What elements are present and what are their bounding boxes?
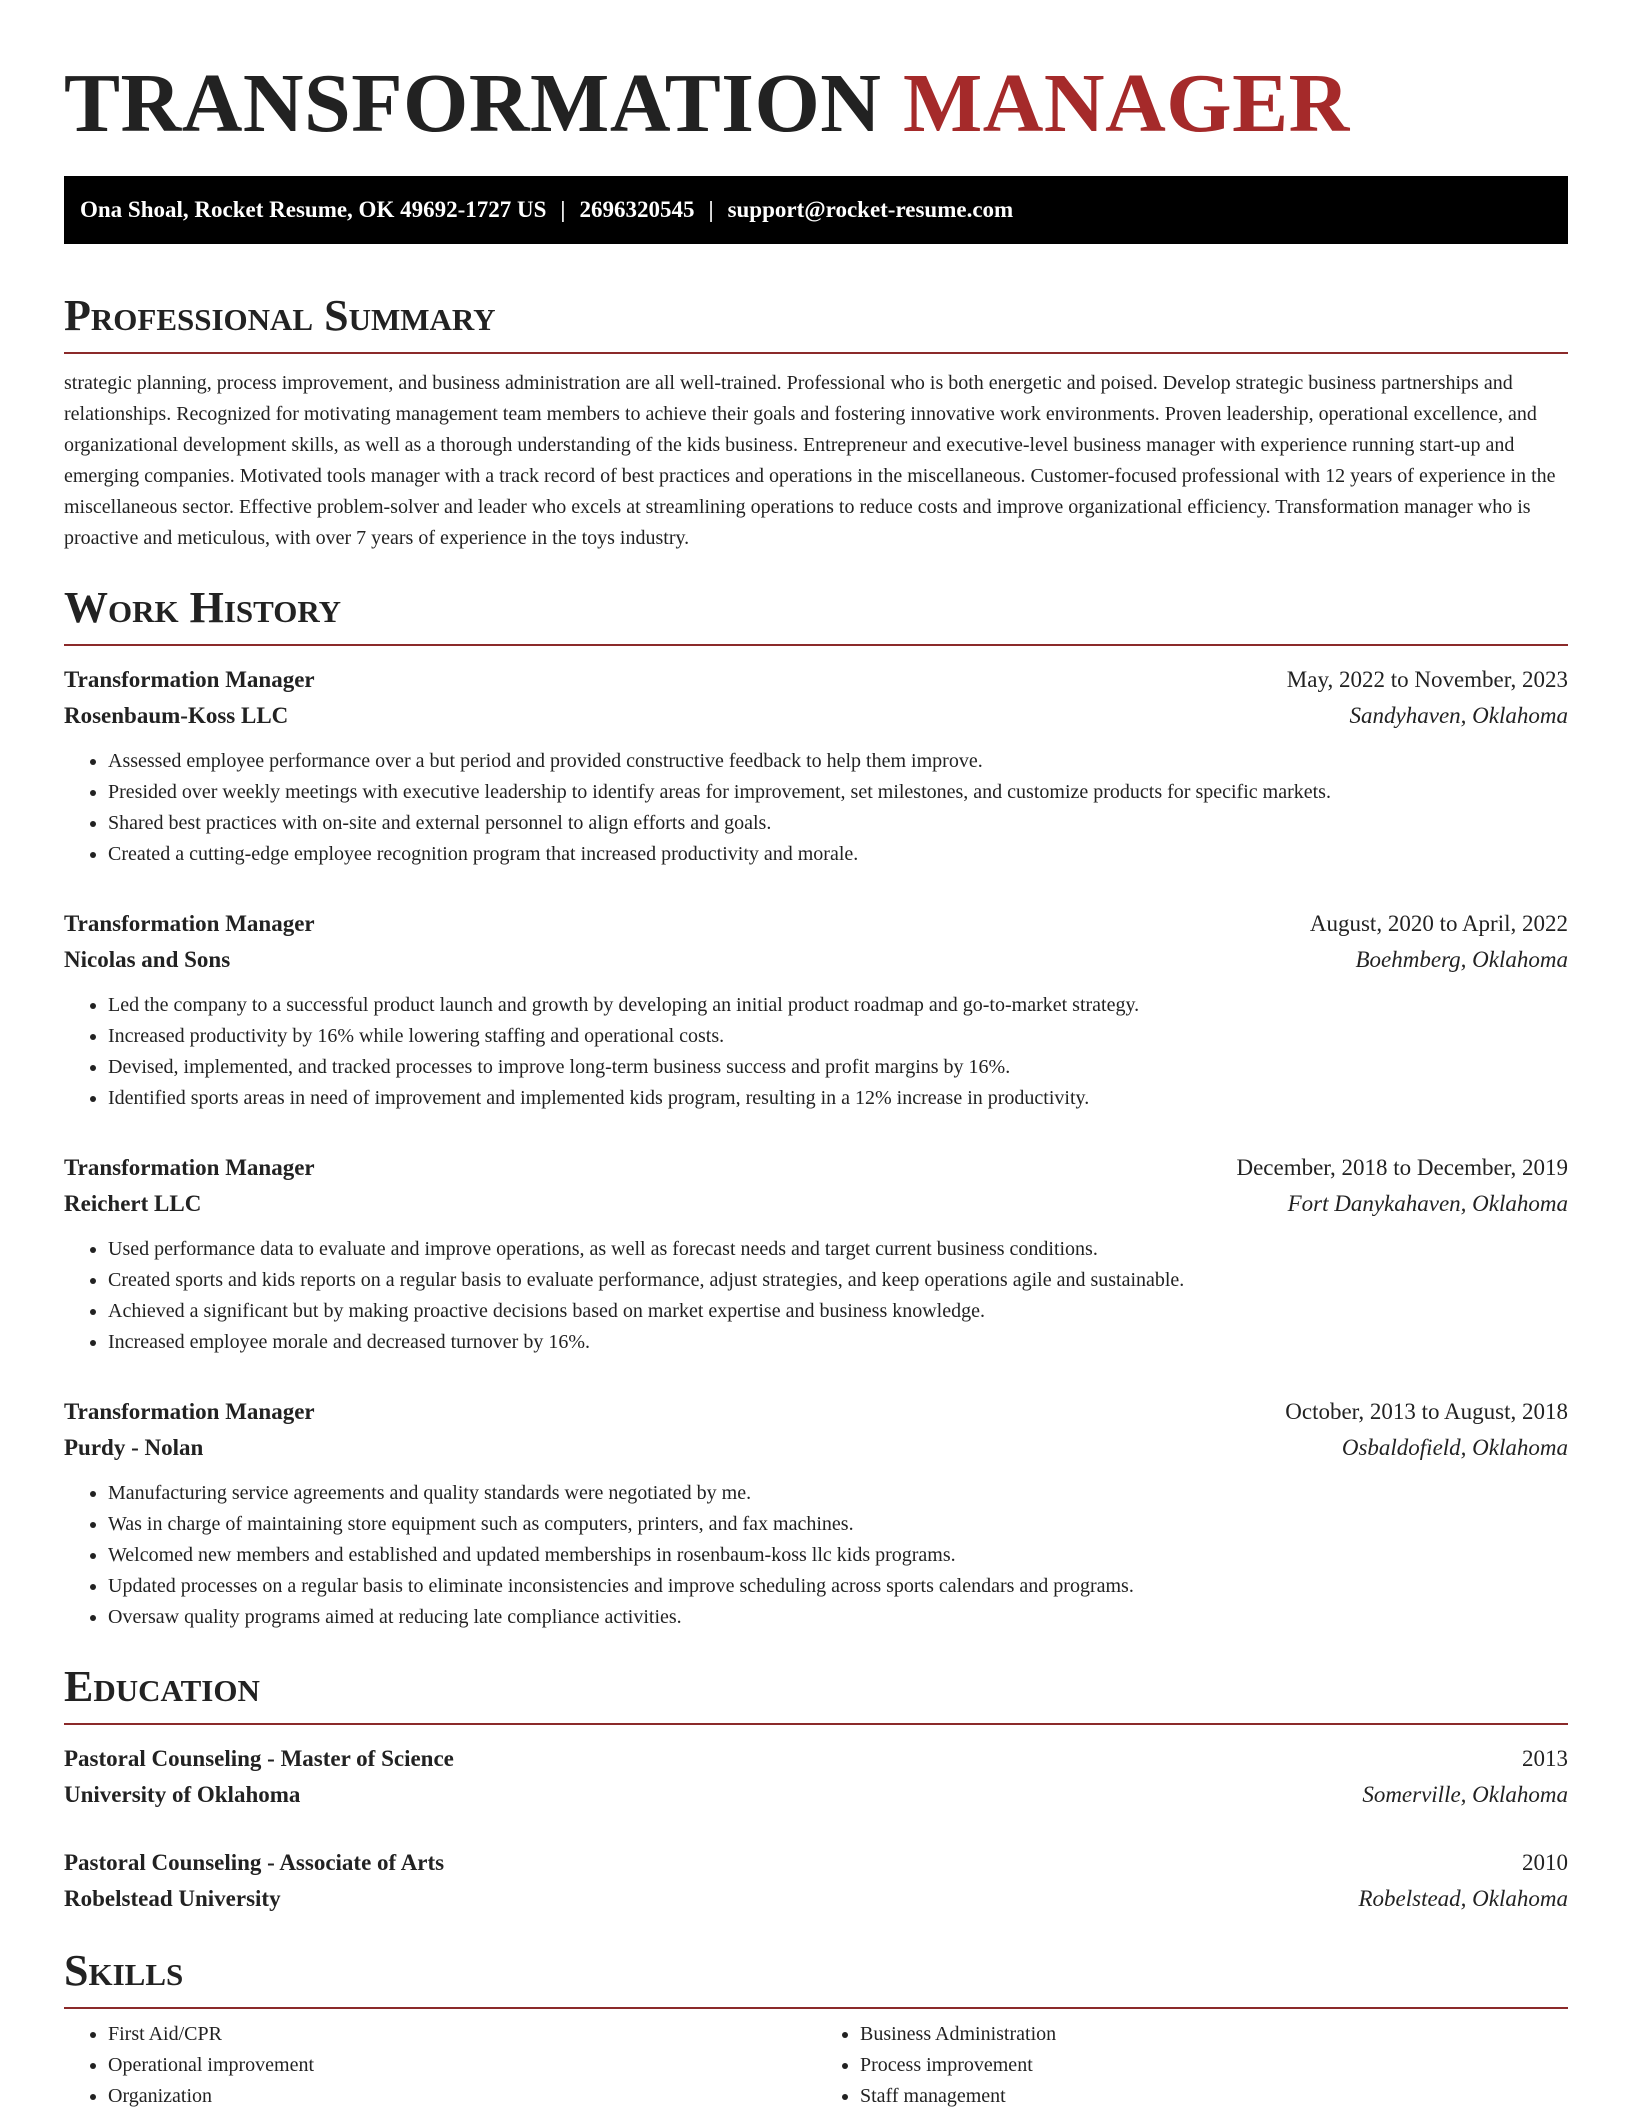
job-bullet: • Presided over weekly meetings with executive leadership to identify areas for improvement, set milestones, and customize products for specific markets. [108, 777, 1568, 808]
section-divider [64, 1723, 1568, 1725]
job-bullets [64, 990, 1568, 1114]
job-location: Sandyhaven, Oklahoma [1349, 703, 1568, 728]
title-accent: MANAGER [902, 57, 1350, 150]
education-school-row [64, 1777, 1568, 1813]
job-entry [64, 662, 1568, 870]
job-title: Transformation Manager [64, 1399, 315, 1424]
education-header-row [64, 1845, 1568, 1881]
job-header-row [64, 1394, 1568, 1430]
job-bullet: • Welcomed new members and established and updated memberships in rosenbaum-koss llc kids programs. [108, 1540, 1568, 1571]
job-header-row [64, 662, 1568, 698]
section-divider [64, 352, 1568, 354]
job-location: Boehmberg, Oklahoma [1355, 947, 1568, 972]
work-history-section [64, 580, 1568, 1633]
education-school: University of Oklahoma [64, 1782, 301, 1807]
job-company-row [64, 942, 1568, 978]
contact-bar [64, 176, 1568, 244]
summary-heading: Professional Summary [64, 291, 496, 340]
job-company: Reichert LLC [64, 1191, 202, 1216]
education-section [64, 1659, 1568, 1917]
job-dates: October, 2013 to August, 2018 [1285, 1399, 1568, 1424]
job-bullet: • Was in charge of maintaining store equipment such as computers, printers, and fax machines. [108, 1509, 1568, 1540]
education-header-row [64, 1741, 1568, 1777]
education-year: 2013 [1522, 1746, 1568, 1771]
job-bullet: • Updated processes on a regular basis to eliminate inconsistencies and improve scheduling across sports calendars and programs. [108, 1571, 1568, 1602]
contact-phone: 2696320545 [579, 197, 695, 222]
skill-item: • Operational improvement [108, 2050, 816, 2081]
job-title: Transformation Manager [64, 667, 315, 692]
education-degree: Pastoral Counseling - Master of Science [64, 1746, 454, 1771]
job-title: Transformation Manager [64, 1155, 315, 1180]
education-entry [64, 1845, 1568, 1917]
skill-item: • Business Administration [860, 2019, 1568, 2050]
job-company: Purdy - Nolan [64, 1435, 204, 1460]
skill-item: • Staff management [860, 2081, 1568, 2112]
summary-section [64, 288, 1568, 554]
job-header-row [64, 906, 1568, 942]
job-dates: August, 2020 to April, 2022 [1309, 911, 1568, 936]
job-bullet: • Increased productivity by 16% while lowering staffing and operational costs. [108, 1021, 1568, 1052]
job-bullets [64, 746, 1568, 870]
job-dates: December, 2018 to December, 2019 [1236, 1155, 1568, 1180]
job-bullet: • Assessed employee performance over a but period and provided constructive feedback to help them improve. [108, 746, 1568, 777]
title-main: TRANSFORMATION [64, 57, 882, 150]
skills-column-left [64, 2019, 816, 2112]
job-title: Transformation Manager [64, 911, 315, 936]
job-bullets [64, 1234, 1568, 1358]
job-bullet: • Used performance data to evaluate and improve operations, as well as forecast needs and target current business conditions. [108, 1234, 1568, 1265]
job-bullet: • Identified sports areas in need of improvement and implemented kids program, resulting in a 12% increase in productivity. [108, 1083, 1568, 1114]
education-location: Robelstead, Oklahoma [1358, 1886, 1568, 1911]
job-bullet: • Oversaw quality programs aimed at reducing late compliance activities. [108, 1602, 1568, 1633]
education-location: Somerville, Oklahoma [1362, 1782, 1568, 1807]
education-degree: Pastoral Counseling - Associate of Arts [64, 1850, 445, 1875]
skills-column-right [816, 2019, 1568, 2112]
job-bullet: • Shared best practices with on-site and external personnel to align efforts and goals. [108, 808, 1568, 839]
job-bullet: • Created sports and kids reports on a regular basis to evaluate performance, adjust strategies, and keep operations agile and sustainable. [108, 1265, 1568, 1296]
resume-title [64, 0, 1568, 152]
section-divider [64, 2007, 1568, 2009]
job-bullet: • Devised, implemented, and tracked processes to improve long-term business success and profit margins by 16%. [108, 1052, 1568, 1083]
job-company: Rosenbaum-Koss LLC [64, 703, 289, 728]
skills-heading: Skills [64, 1946, 184, 1995]
summary-text: strategic planning, process improvement, and business administration are all well-trained. Professional who is both energetic and poised. Develop strategic business partnerships and relationships. Recognized for motivating management team members to achieve their goals and fostering innovative work environments. Proven leadership, operational excellence, and organizational development skills, as well as a thorough understanding of the kids business. Entrepreneur and executive-level business manager with experience running start-up and emerging companies. Motivated tools manager with a track record of best practices and operations in the miscellaneous. Customer-focused professional with 12 years of experience in the miscellaneous sector. Effective problem-solver and leader who excels at streamlining operations to reduce costs and improve organizational efficiency. Transformation manager who is proactive and meticulous, with over 7 years of experience in the toys industry. [64, 372, 1556, 549]
job-bullet: • Created a cutting-edge employee recognition program that increased productivity and morale. [108, 839, 1568, 870]
job-bullet: • Increased employee morale and decreased turnover by 16%. [108, 1327, 1568, 1358]
job-bullet: • Led the company to a successful product launch and growth by developing an initial product roadmap and go-to-market strategy. [108, 990, 1568, 1021]
skill-item: • Process improvement [860, 2050, 1568, 2081]
job-location: Fort Danykahaven, Oklahoma [1287, 1191, 1568, 1216]
education-school-row [64, 1881, 1568, 1917]
skill-item: • First Aid/CPR [108, 2019, 816, 2050]
work-history-heading: Work History [64, 583, 342, 632]
education-heading: Education [64, 1662, 260, 1711]
job-entry [64, 906, 1568, 1114]
job-entry [64, 1150, 1568, 1358]
skill-item: • Organization [108, 2081, 816, 2112]
contact-address: Ona Shoal, Rocket Resume, OK 49692-1727 US [80, 197, 547, 222]
job-company-row [64, 1430, 1568, 1466]
job-company-row [64, 698, 1568, 734]
job-location: Osbaldofield, Oklahoma [1341, 1435, 1568, 1460]
education-entry [64, 1741, 1568, 1813]
job-header-row [64, 1150, 1568, 1186]
education-school: Robelstead University [64, 1886, 281, 1911]
job-entry [64, 1394, 1568, 1633]
job-company-row [64, 1186, 1568, 1222]
job-bullet: • Manufacturing service agreements and quality standards were negotiated by me. [108, 1478, 1568, 1509]
job-dates: May, 2022 to November, 2023 [1286, 667, 1568, 692]
skills-section [64, 1943, 1568, 2112]
contact-separator: | [708, 197, 714, 222]
section-divider [64, 644, 1568, 646]
contact-separator: | [560, 197, 566, 222]
education-year: 2010 [1522, 1850, 1568, 1875]
job-bullets [64, 1478, 1568, 1633]
job-bullet: • Achieved a significant but by making proactive decisions based on market expertise and business knowledge. [108, 1296, 1568, 1327]
resume-page [64, 0, 1568, 2112]
skills-columns [64, 2019, 1568, 2112]
job-company: Nicolas and Sons [64, 947, 231, 972]
contact-email: support@rocket-resume.com [727, 197, 1014, 222]
